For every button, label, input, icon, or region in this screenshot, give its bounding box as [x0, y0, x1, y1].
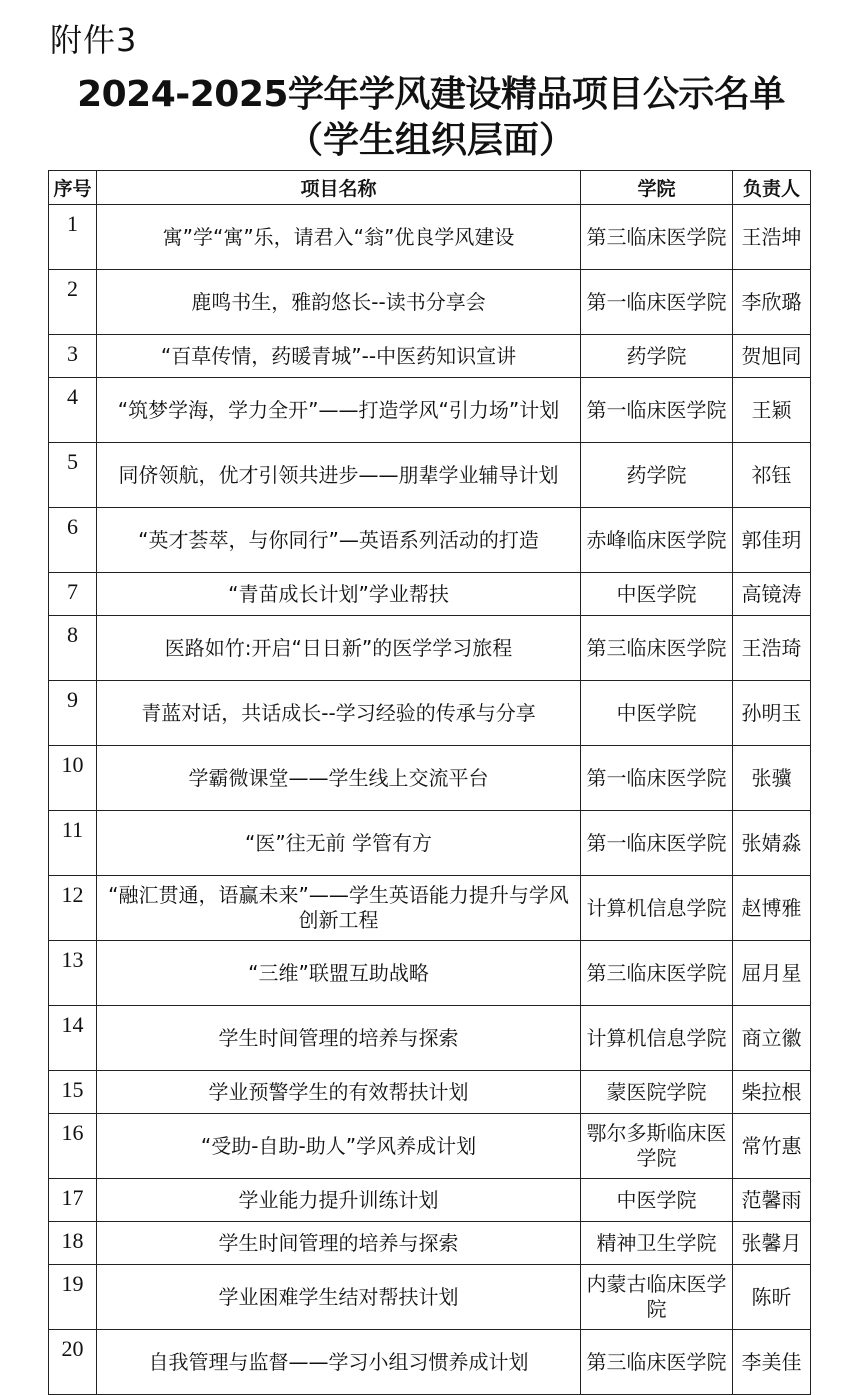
- person-in-charge: 陈昕: [733, 1265, 811, 1330]
- row-number: 6: [49, 508, 97, 573]
- table-row: [49, 1330, 811, 1395]
- person-in-charge: 高镜涛: [733, 573, 811, 616]
- table-row: [49, 681, 811, 746]
- document-subtitle: （学生组织层面）: [286, 120, 575, 161]
- person-in-charge: 祁钰: [733, 443, 811, 508]
- college-name: 药学院: [581, 335, 733, 378]
- person-in-charge: 王浩坤: [733, 205, 811, 270]
- project-name: 学霸微课堂——学生线上交流平台: [97, 746, 581, 811]
- project-name: 寓”学“寓”乐，请君入“翁”优良学风建设: [97, 205, 581, 270]
- row-number: 3: [49, 335, 97, 378]
- row-number: 12: [49, 876, 97, 941]
- project-list-table: [48, 170, 811, 1395]
- person-in-charge: 赵博雅: [733, 876, 811, 941]
- college-name: 精神卫生学院: [581, 1222, 733, 1265]
- row-number: 19: [49, 1265, 97, 1330]
- person-in-charge: 王颖: [733, 378, 811, 443]
- table-row: [49, 941, 811, 1006]
- college-name: 计算机信息学院: [581, 876, 733, 941]
- table-header-row: [49, 171, 811, 205]
- college-name: 第三临床医学院: [581, 1330, 733, 1395]
- person-in-charge: 郭佳玥: [733, 508, 811, 573]
- table-row: [49, 1071, 811, 1114]
- table-row: [49, 1114, 811, 1179]
- college-name: 蒙医院学院: [581, 1071, 733, 1114]
- person-in-charge: 李欣璐: [733, 270, 811, 335]
- person-in-charge: 张婧淼: [733, 811, 811, 876]
- column-header-person: 负责人: [733, 171, 811, 205]
- college-name: 药学院: [581, 443, 733, 508]
- project-name: “受助-自助-助人”学风养成计划: [97, 1114, 581, 1179]
- table-row: [49, 378, 811, 443]
- table-row: [49, 508, 811, 573]
- column-header-project-name: 项目名称: [97, 171, 581, 205]
- college-name: 内蒙古临床医学院: [581, 1265, 733, 1330]
- project-name: “筑梦学海，学力全开”——打造学风“引力场”计划: [97, 378, 581, 443]
- college-name: 第一临床医学院: [581, 270, 733, 335]
- table-row: [49, 1222, 811, 1265]
- college-name: 中医学院: [581, 1179, 733, 1222]
- project-name: 学业困难学生结对帮扶计划: [97, 1265, 581, 1330]
- college-name: 中医学院: [581, 681, 733, 746]
- college-name: 第一临床医学院: [581, 746, 733, 811]
- project-name: 青蓝对话，共话成长--学习经验的传承与分享: [97, 681, 581, 746]
- row-number: 15: [49, 1071, 97, 1114]
- college-name: 中医学院: [581, 573, 733, 616]
- row-number: 16: [49, 1114, 97, 1179]
- college-name: 第三临床医学院: [581, 941, 733, 1006]
- project-name: 学业能力提升训练计划: [97, 1179, 581, 1222]
- project-name: 学生时间管理的培养与探索: [97, 1222, 581, 1265]
- project-name: 同侪领航，优才引领共进步——朋辈学业辅导计划: [97, 443, 581, 508]
- college-name: 第三临床医学院: [581, 205, 733, 270]
- project-name: “百草传情，药暖青城”--中医药知识宣讲: [97, 335, 581, 378]
- person-in-charge: 商立徽: [733, 1006, 811, 1071]
- row-number: 20: [49, 1330, 97, 1395]
- column-header-no: 序号: [49, 171, 97, 205]
- person-in-charge: 贺旭同: [733, 335, 811, 378]
- row-number: 17: [49, 1179, 97, 1222]
- project-name: “英才荟萃，与你同行”—英语系列活动的打造: [97, 508, 581, 573]
- person-in-charge: 李美佳: [733, 1330, 811, 1395]
- row-number: 1: [49, 205, 97, 270]
- row-number: 13: [49, 941, 97, 1006]
- college-name: 鄂尔多斯临床医学院: [581, 1114, 733, 1179]
- row-number: 18: [49, 1222, 97, 1265]
- row-number: 11: [49, 811, 97, 876]
- table-row: [49, 335, 811, 378]
- person-in-charge: 常竹惠: [733, 1114, 811, 1179]
- person-in-charge: 范馨雨: [733, 1179, 811, 1222]
- document-title: 2024-2025学年学风建设精品项目公示名单: [77, 74, 785, 115]
- table-row: [49, 1179, 811, 1222]
- person-in-charge: 屈月星: [733, 941, 811, 1006]
- table-row: [49, 443, 811, 508]
- table-row: [49, 205, 811, 270]
- row-number: 14: [49, 1006, 97, 1071]
- row-number: 8: [49, 616, 97, 681]
- college-name: 第一临床医学院: [581, 811, 733, 876]
- table-row: [49, 1006, 811, 1071]
- person-in-charge: 王浩琦: [733, 616, 811, 681]
- project-name: 自我管理与监督——学习小组习惯养成计划: [97, 1330, 581, 1395]
- project-name: “融汇贯通，语赢未来”——学生英语能力提升与学风创新工程: [97, 876, 581, 941]
- row-number: 4: [49, 378, 97, 443]
- college-name: 第三临床医学院: [581, 616, 733, 681]
- row-number: 9: [49, 681, 97, 746]
- table-row: [49, 270, 811, 335]
- college-name: 赤峰临床医学院: [581, 508, 733, 573]
- table-row: [49, 811, 811, 876]
- attachment-label: 附件3: [50, 21, 138, 59]
- table-row: [49, 1265, 811, 1330]
- person-in-charge: 孙明玉: [733, 681, 811, 746]
- column-header-college: 学院: [581, 171, 733, 205]
- person-in-charge: 张骥: [733, 746, 811, 811]
- row-number: 5: [49, 443, 97, 508]
- project-name: “青苗成长计划”学业帮扶: [97, 573, 581, 616]
- project-name: “三维”联盟互助战略: [97, 941, 581, 1006]
- college-name: 第一临床医学院: [581, 378, 733, 443]
- table-row: [49, 616, 811, 681]
- table-row: [49, 876, 811, 941]
- project-name: 鹿鸣书生，雅韵悠长--读书分享会: [97, 270, 581, 335]
- person-in-charge: 柴拉根: [733, 1071, 811, 1114]
- row-number: 7: [49, 573, 97, 616]
- row-number: 10: [49, 746, 97, 811]
- project-name: 医路如竹:开启“日日新”的医学学习旅程: [97, 616, 581, 681]
- person-in-charge: 张馨月: [733, 1222, 811, 1265]
- college-name: 计算机信息学院: [581, 1006, 733, 1071]
- project-name: 学业预警学生的有效帮扶计划: [97, 1071, 581, 1114]
- row-number: 2: [49, 270, 97, 335]
- project-name: “医”往无前 学管有方: [97, 811, 581, 876]
- table-row: [49, 746, 811, 811]
- project-name: 学生时间管理的培养与探索: [97, 1006, 581, 1071]
- table-row: [49, 573, 811, 616]
